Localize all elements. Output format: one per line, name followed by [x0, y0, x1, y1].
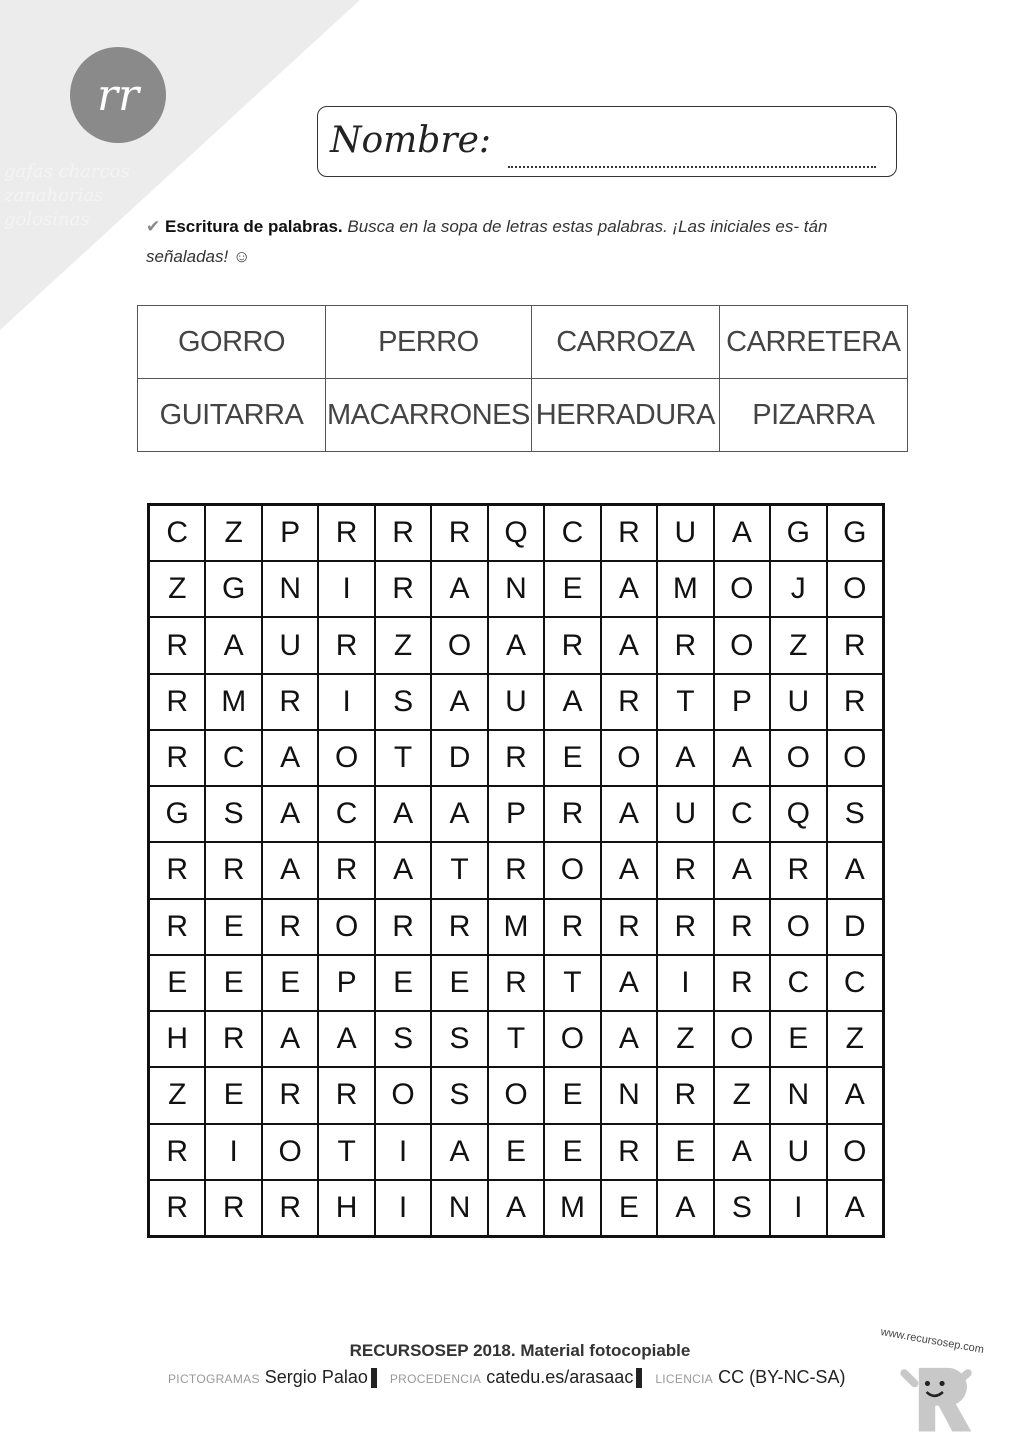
grid-cell[interactable]: A: [601, 561, 657, 617]
grid-cell[interactable]: O: [827, 730, 883, 786]
grid-cell[interactable]: C: [205, 730, 261, 786]
grid-cell[interactable]: S: [714, 1180, 770, 1236]
grid-cell[interactable]: H: [318, 1180, 374, 1236]
grid-cell[interactable]: D: [827, 899, 883, 955]
grid-cell[interactable]: S: [375, 1011, 431, 1067]
grid-cell[interactable]: Z: [657, 1011, 713, 1067]
grid-cell[interactable]: R: [601, 674, 657, 730]
grid-cell[interactable]: R: [149, 1124, 205, 1180]
grid-cell[interactable]: Z: [149, 1067, 205, 1123]
grid-cell[interactable]: E: [205, 899, 261, 955]
word-cell: PIZARRA: [719, 379, 907, 452]
word-cell: MACARRONES: [326, 379, 532, 452]
grid-cell[interactable]: E: [149, 955, 205, 1011]
recursosep-logo: [879, 1326, 1005, 1435]
grid-cell[interactable]: C: [827, 955, 883, 1011]
grid-cell[interactable]: R: [318, 1067, 374, 1123]
word-row: [138, 379, 908, 452]
grid-cell[interactable]: A: [318, 1011, 374, 1067]
instructions: [146, 212, 886, 272]
name-label: Nombre:: [330, 120, 491, 161]
grid-cell[interactable]: R: [827, 674, 883, 730]
grid-cell[interactable]: O: [714, 617, 770, 673]
grid-cell[interactable]: G: [827, 505, 883, 561]
grid-cell[interactable]: R: [318, 617, 374, 673]
grid-cell[interactable]: N: [601, 1067, 657, 1123]
grid-cell[interactable]: Z: [205, 505, 261, 561]
grid-cell[interactable]: E: [770, 1011, 826, 1067]
grid-cell[interactable]: R: [431, 899, 487, 955]
background-watermark-text: gafas charcos zanahorias golosinas: [4, 161, 130, 230]
grid-cell[interactable]: P: [714, 674, 770, 730]
licencia-value: CC (BY-NC-SA): [718, 1367, 846, 1387]
grid-cell[interactable]: A: [431, 786, 487, 842]
word-cell: HERRADURA: [531, 379, 719, 452]
grid-cell[interactable]: A: [827, 1067, 883, 1123]
grid-cell[interactable]: C: [149, 505, 205, 561]
grid-cell[interactable]: A: [714, 505, 770, 561]
grid-cell[interactable]: N: [431, 1180, 487, 1236]
grid-cell[interactable]: C: [318, 786, 374, 842]
grid-cell[interactable]: R: [770, 842, 826, 898]
grid-cell[interactable]: R: [149, 899, 205, 955]
grid-cell[interactable]: R: [657, 842, 713, 898]
grid-cell[interactable]: O: [827, 1124, 883, 1180]
grid-cell[interactable]: C: [714, 786, 770, 842]
grid-cell[interactable]: E: [544, 1124, 600, 1180]
grid-cell[interactable]: S: [431, 1067, 487, 1123]
grid-cell[interactable]: I: [375, 1124, 431, 1180]
grid-cell[interactable]: J: [770, 561, 826, 617]
grid-cell[interactable]: I: [205, 1124, 261, 1180]
grid-cell[interactable]: A: [601, 1011, 657, 1067]
grid-cell[interactable]: O: [318, 730, 374, 786]
grid-cell[interactable]: E: [544, 561, 600, 617]
letter-badge: rr: [70, 47, 166, 143]
grid-cell[interactable]: U: [770, 1124, 826, 1180]
grid-cell[interactable]: O: [375, 1067, 431, 1123]
grid-cell[interactable]: R: [657, 899, 713, 955]
grid-cell[interactable]: I: [318, 674, 374, 730]
grid-cell[interactable]: A: [262, 730, 318, 786]
grid-cell[interactable]: O: [714, 1011, 770, 1067]
grid-cell[interactable]: I: [318, 561, 374, 617]
grid-cell[interactable]: R: [205, 842, 261, 898]
grid-cell[interactable]: A: [205, 617, 261, 673]
grid-cell[interactable]: O: [488, 1067, 544, 1123]
grid-cell[interactable]: A: [488, 1180, 544, 1236]
word-search-grid: [147, 503, 885, 1238]
grid-cell[interactable]: N: [262, 561, 318, 617]
grid-cell[interactable]: R: [149, 1180, 205, 1236]
grid-cell[interactable]: R: [544, 899, 600, 955]
grid-cell[interactable]: N: [488, 561, 544, 617]
grid-cell[interactable]: R: [149, 730, 205, 786]
grid-cell[interactable]: A: [601, 617, 657, 673]
grid-cell[interactable]: A: [657, 1180, 713, 1236]
grid-cell[interactable]: R: [149, 674, 205, 730]
grid-cell[interactable]: P: [262, 505, 318, 561]
separator: [636, 1368, 642, 1388]
grid-cell[interactable]: T: [488, 1011, 544, 1067]
grid-cell[interactable]: Q: [770, 786, 826, 842]
grid-cell[interactable]: R: [262, 899, 318, 955]
grid-cell[interactable]: E: [657, 1124, 713, 1180]
grid-cell[interactable]: T: [375, 730, 431, 786]
grid-cell[interactable]: C: [544, 505, 600, 561]
grid-cell[interactable]: R: [601, 1124, 657, 1180]
grid-cell[interactable]: T: [431, 842, 487, 898]
grid-cell[interactable]: G: [205, 561, 261, 617]
instructions-text: Busca en la sopa de letras estas palabras. ¡Las iniciales es- tán señaladas! ☺: [146, 217, 828, 266]
grid-cell[interactable]: I: [770, 1180, 826, 1236]
grid-cell[interactable]: E: [544, 1067, 600, 1123]
check-icon: ✔: [146, 217, 161, 236]
licencia-label: LICENCIA: [655, 1372, 714, 1386]
grid-cell[interactable]: O: [544, 842, 600, 898]
grid-cell[interactable]: A: [488, 617, 544, 673]
grid-cell[interactable]: E: [431, 955, 487, 1011]
footer-credits: [168, 1366, 845, 1390]
grid-cell[interactable]: E: [375, 955, 431, 1011]
grid-cell[interactable]: U: [488, 674, 544, 730]
grid-cell[interactable]: E: [544, 730, 600, 786]
grid-cell[interactable]: R: [149, 617, 205, 673]
pictogramas-value: Sergio Palao: [264, 1367, 368, 1387]
grid-cell[interactable]: T: [657, 674, 713, 730]
grid-cell[interactable]: O: [544, 1011, 600, 1067]
word-row: [138, 306, 908, 379]
grid-cell[interactable]: A: [375, 786, 431, 842]
grid-cell[interactable]: T: [318, 1124, 374, 1180]
grid-cell[interactable]: U: [262, 617, 318, 673]
grid-cell[interactable]: A: [714, 1124, 770, 1180]
grid-cell[interactable]: C: [770, 955, 826, 1011]
grid-cell[interactable]: R: [657, 1067, 713, 1123]
grid-cell[interactable]: O: [318, 899, 374, 955]
grid-cell[interactable]: M: [488, 899, 544, 955]
grid-cell[interactable]: A: [544, 674, 600, 730]
name-dotted-line: [508, 166, 876, 168]
grid-cell[interactable]: O: [770, 730, 826, 786]
grid-cell[interactable]: U: [657, 786, 713, 842]
grid-cell[interactable]: T: [544, 955, 600, 1011]
word-cell: CARRETERA: [719, 306, 907, 379]
grid-cell[interactable]: P: [488, 786, 544, 842]
grid-cell[interactable]: R: [488, 842, 544, 898]
grid-cell[interactable]: R: [657, 617, 713, 673]
grid-cell[interactable]: A: [601, 786, 657, 842]
grid-cell[interactable]: A: [431, 561, 487, 617]
grid-cell[interactable]: R: [544, 617, 600, 673]
grid-cell[interactable]: O: [601, 730, 657, 786]
grid-cell[interactable]: O: [827, 561, 883, 617]
pictogramas-label: PICTOGRAMAS: [168, 1372, 260, 1386]
grid-cell[interactable]: A: [601, 842, 657, 898]
name-field[interactable]: [317, 106, 897, 177]
grid-cell[interactable]: A: [827, 842, 883, 898]
grid-cell[interactable]: S: [205, 786, 261, 842]
grid-cell[interactable]: S: [375, 674, 431, 730]
grid-cell[interactable]: P: [318, 955, 374, 1011]
grid-cell[interactable]: E: [601, 1180, 657, 1236]
grid-cell[interactable]: O: [714, 561, 770, 617]
grid-cell[interactable]: R: [262, 1067, 318, 1123]
grid-cell[interactable]: R: [375, 899, 431, 955]
grid-cell[interactable]: O: [431, 617, 487, 673]
grid-cell[interactable]: R: [375, 505, 431, 561]
grid-cell[interactable]: R: [431, 505, 487, 561]
grid-cell[interactable]: E: [205, 1067, 261, 1123]
grid-cell[interactable]: E: [205, 955, 261, 1011]
grid-cell[interactable]: A: [714, 730, 770, 786]
procedencia-value: catedu.es/arasaac: [486, 1367, 634, 1387]
logo-url: www.recursosep.com: [879, 1326, 985, 1356]
grid-cell[interactable]: R: [318, 505, 374, 561]
grid-cell[interactable]: A: [262, 786, 318, 842]
grid-cell[interactable]: O: [770, 899, 826, 955]
grid-cell[interactable]: R: [262, 674, 318, 730]
grid-cell[interactable]: I: [375, 1180, 431, 1236]
instructions-title: Escritura de palabras.: [164, 217, 343, 236]
grid-cell[interactable]: R: [488, 730, 544, 786]
grid-cell[interactable]: A: [601, 955, 657, 1011]
mascot-r-icon: [880, 1349, 1005, 1435]
grid-cell[interactable]: M: [205, 674, 261, 730]
grid-cell[interactable]: O: [262, 1124, 318, 1180]
grid-cell[interactable]: G: [770, 505, 826, 561]
grid-cell[interactable]: R: [601, 899, 657, 955]
grid-cell[interactable]: Z: [375, 617, 431, 673]
grid-cell[interactable]: U: [657, 505, 713, 561]
grid-cell[interactable]: A: [714, 842, 770, 898]
grid-cell[interactable]: R: [205, 1011, 261, 1067]
grid-cell[interactable]: R: [714, 899, 770, 955]
grid-cell[interactable]: A: [262, 842, 318, 898]
grid-cell[interactable]: R: [205, 1180, 261, 1236]
grid-cell[interactable]: R: [262, 1180, 318, 1236]
grid-cell[interactable]: A: [431, 1124, 487, 1180]
grid-cell[interactable]: R: [714, 955, 770, 1011]
grid-cell[interactable]: Z: [714, 1067, 770, 1123]
grid-cell[interactable]: A: [262, 1011, 318, 1067]
word-cell: GORRO: [138, 306, 326, 379]
grid-cell[interactable]: I: [657, 955, 713, 1011]
grid-cell[interactable]: R: [149, 842, 205, 898]
footer-title: RECURSOSEP 2018. Material fotocopiable: [349, 1341, 691, 1360]
grid-cell[interactable]: H: [149, 1011, 205, 1067]
grid-cell[interactable]: Z: [770, 617, 826, 673]
grid-cell[interactable]: R: [318, 842, 374, 898]
grid-cell[interactable]: E: [488, 1124, 544, 1180]
grid-cell[interactable]: M: [544, 1180, 600, 1236]
grid-cell[interactable]: Z: [149, 561, 205, 617]
grid-cell[interactable]: A: [657, 730, 713, 786]
grid-cell[interactable]: E: [262, 955, 318, 1011]
grid-cell[interactable]: R: [375, 561, 431, 617]
grid-cell[interactable]: S: [827, 786, 883, 842]
grid-cell[interactable]: R: [544, 786, 600, 842]
word-cell: PERRO: [326, 306, 532, 379]
grid-cell[interactable]: Q: [488, 505, 544, 561]
separator: [371, 1368, 377, 1388]
word-list-table: [137, 305, 908, 452]
word-cell: GUITARRA: [138, 379, 326, 452]
grid-cell[interactable]: M: [657, 561, 713, 617]
grid-cell[interactable]: S: [431, 1011, 487, 1067]
grid-cell[interactable]: A: [375, 842, 431, 898]
grid-cell[interactable]: R: [488, 955, 544, 1011]
grid-cell[interactable]: A: [431, 674, 487, 730]
grid-cell[interactable]: R: [827, 617, 883, 673]
grid-cell[interactable]: N: [770, 1067, 826, 1123]
grid-cell[interactable]: Z: [827, 1011, 883, 1067]
grid-cell[interactable]: G: [149, 786, 205, 842]
grid-cell[interactable]: A: [827, 1180, 883, 1236]
grid-cell[interactable]: R: [601, 505, 657, 561]
procedencia-label: PROCEDENCIA: [389, 1372, 482, 1386]
grid-cell[interactable]: U: [770, 674, 826, 730]
grid-cell[interactable]: D: [431, 730, 487, 786]
word-cell: CARROZA: [531, 306, 719, 379]
